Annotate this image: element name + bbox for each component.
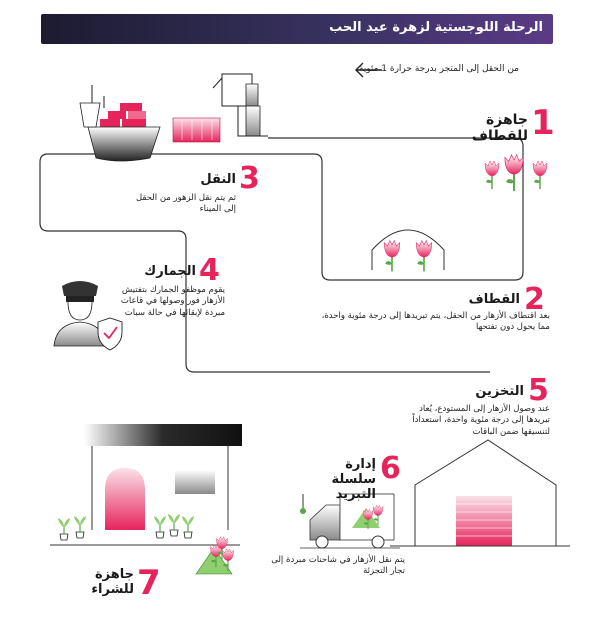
step-6-number: 6	[380, 451, 401, 486]
step-2-number: 2	[524, 282, 545, 317]
shop-icon	[50, 424, 242, 545]
greenhouse-icon	[372, 230, 444, 271]
step-6-title: إدارة سلسلة التبريد	[331, 457, 376, 502]
warehouse-icon	[390, 440, 570, 546]
ship-icon	[80, 85, 160, 161]
step-2-description: بعد اقتطاف الأزهار من الحقل، يتم تبريدها إلى درجة مئوية واحدة، مما يحول دون تفتحها	[321, 311, 550, 333]
step-1-title: جاهزة للقطاف	[471, 112, 528, 145]
step-5-description: عند وصول الأزهار إلى المستودع، يُعاد تبريدها إلى درجة مئوية واحدة، استعداداً لتنسيقها ضمن الباقات	[412, 404, 550, 437]
step-2-title: القطاف	[468, 292, 520, 307]
step-7-title: جاهزة للشراء	[91, 567, 134, 597]
step-5-number: 5	[528, 373, 549, 408]
step-3-title: النقل	[200, 172, 236, 187]
step-7-number: 7	[137, 563, 161, 603]
step-4-number: 4	[199, 253, 220, 288]
crane-icon	[213, 74, 268, 136]
bouquet-icon	[196, 537, 234, 574]
step-3-description: ثم يتم نقل الزهور من الحقل إلى الميناء	[135, 193, 236, 215]
step-4-description: يقوم موظفو الجمارك بتفتيش الأزهار فور وصولها في قاعات مبردة لإبقائها في حالة سبات	[120, 285, 225, 318]
step-5-title: التخزين	[475, 384, 524, 399]
step-3-number: 3	[239, 161, 260, 196]
step-4-title: الجمارك	[144, 264, 196, 279]
step-1-number: 1	[531, 103, 555, 143]
rose-icon	[485, 155, 547, 191]
page-title: الرحلة اللوجستية لزهرة عيد الحب	[329, 20, 543, 35]
container-icon	[173, 118, 220, 142]
page-subtitle: من الحقل إلى المتجر بدرجة حرارة 1 مئوية	[358, 64, 519, 74]
step-6-description: يتم نقل الأزهار في شاحنات مبردة إلى تجار التجزئة	[271, 555, 405, 577]
